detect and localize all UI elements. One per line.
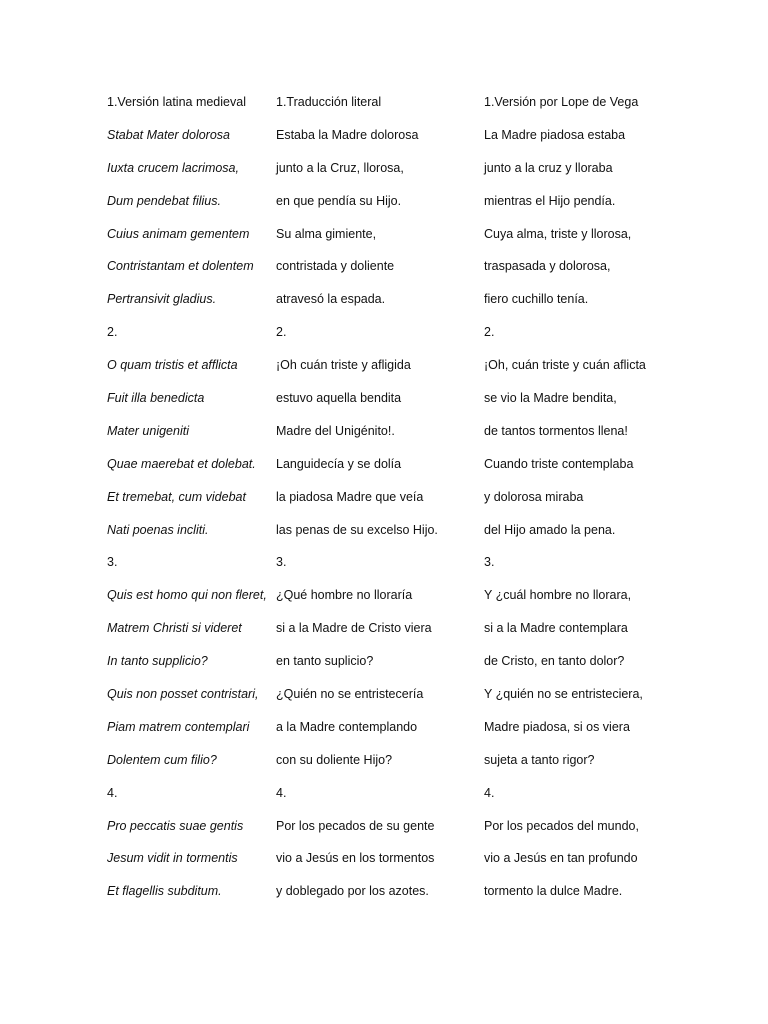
literal-line: Languidecía y se dolía [276,456,402,471]
lope-line: sujeta a tanto rigor? [484,752,595,767]
lope-line: Y ¿cuál hombre no llorara, [484,588,632,603]
latin-line: In tanto supplicio? [107,654,208,669]
latin-line: Pro peccatis suae gentis [107,818,244,833]
lope-line: Y ¿quién no se entristeciera, [484,687,643,702]
literal-line: ¡Oh cuán triste y afligida [276,358,411,373]
lope-line: vio a Jesús en tan profundo [484,851,638,866]
lope-stanza-number: 3. [484,555,495,570]
lope-de-vega-column [484,86,684,908]
literal-line: ¿Quién no se entristecería [276,687,424,702]
lope-line: se vio la Madre bendita, [484,391,617,406]
latin-line: O quam tristis et afflicta [107,358,238,373]
latin-stanza-number: 2. [107,325,118,340]
latin-line: Stabat Mater dolorosa [107,127,230,142]
literal-line: estuvo aquella bendita [276,391,402,406]
literal-line: en que pendía su Hijo. [276,193,402,208]
literal-line: a la Madre contemplando [276,719,418,734]
latin-version-column [107,86,272,908]
lope-line: si a la Madre contemplara [484,621,628,636]
latin-line: Dum pendebat filius. [107,193,221,208]
lope-line: La Madre piadosa estaba [484,127,626,142]
literal-line: Madre del Unigénito!. [276,423,395,438]
latin-line: Nati poenas incliti. [107,522,209,537]
latin-stanza-number: 4. [107,785,118,800]
literal-line: atravesó la espada. [276,292,386,307]
lope-line: del Hijo amado la pena. [484,522,616,537]
lope-stanza-number: 1.Versión por Lope de Vega [484,95,639,109]
latin-line: Iuxta crucem lacrimosa, [107,160,239,175]
latin-line: Quis est homo qui non fleret, [107,588,267,603]
literal-line: con su doliente Hijo? [276,752,393,767]
latin-line: Contristantam et dolentem [107,259,254,274]
lope-line: fiero cuchillo tenía. [484,292,589,307]
literal-line: Su alma gimiente, [276,226,377,241]
literal-line: vio a Jesús en los tormentos [276,851,435,866]
literal-stanza-number: 1.Traducción literal [276,95,382,109]
latin-line: Et flagellis subditum. [107,884,222,899]
lope-line: mientras el Hijo pendía. [484,193,616,208]
latin-line: Quis non posset contristari, [107,687,259,702]
literal-translation-column [276,86,476,908]
lope-line: junto a la cruz y lloraba [484,160,613,175]
latin-line: Pertransivit gladius. [107,292,217,307]
lope-line: Madre piadosa, si os viera [484,719,630,734]
lope-line: tormento la dulce Madre. [484,884,623,899]
lope-line: de tantos tormentos llena! [484,423,628,438]
lope-line: traspasada y dolorosa, [484,259,611,274]
latin-line: Mater unigeniti [107,423,189,438]
lope-line: Cuando triste contemplaba [484,456,634,471]
lope-stanza-number: 4. [484,785,495,800]
literal-line: y doblegado por los azotes. [276,884,429,899]
lope-line: ¡Oh, cuán triste y cuán aflicta [484,358,646,373]
latin-line: Matrem Christi si videret [107,621,242,636]
latin-line: Et tremebat, cum videbat [107,489,246,504]
literal-line: junto a la Cruz, llorosa, [276,160,404,175]
lope-line: y dolorosa miraba [484,489,584,504]
lope-line: Por los pecados del mundo, [484,818,639,833]
literal-line: contristada y doliente [276,259,395,274]
literal-line: si a la Madre de Cristo viera [276,621,432,636]
lope-stanza-number: 2. [484,325,495,340]
literal-line: ¿Qué hombre no lloraría [276,588,413,603]
latin-line: Cuius animam gementem [107,226,250,241]
latin-line: Piam matrem contemplari [107,719,250,734]
latin-stanza-number: 1.Versión latina medieval [107,95,246,109]
latin-line: Quae maerebat et dolebat. [107,456,256,471]
literal-line: Estaba la Madre dolorosa [276,127,419,142]
literal-stanza-number: 3. [276,555,287,570]
literal-line: en tanto suplicio? [276,654,374,669]
literal-stanza-number: 4. [276,785,287,800]
latin-line: Dolentem cum filio? [107,752,217,767]
lope-line: Cuya alma, triste y llorosa, [484,226,632,241]
latin-line: Jesum vidit in tormentis [107,851,238,866]
lope-line: de Cristo, en tanto dolor? [484,654,625,669]
latin-line: Fuit illa benedicta [107,391,205,406]
literal-line: la piadosa Madre que veía [276,489,424,504]
latin-stanza-number: 3. [107,555,118,570]
literal-line: las penas de su excelso Hijo. [276,522,438,537]
literal-line: Por los pecados de su gente [276,818,435,833]
literal-stanza-number: 2. [276,325,287,340]
